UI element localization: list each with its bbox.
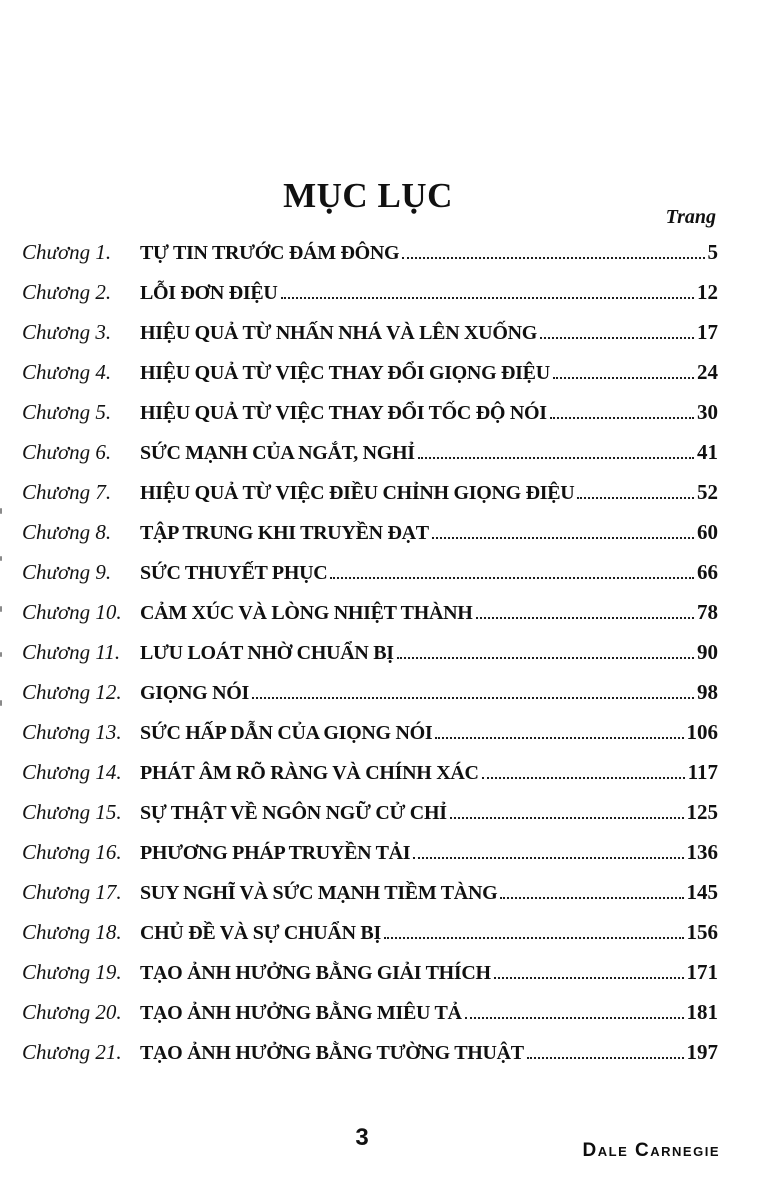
dot-leader	[476, 603, 695, 619]
toc-entry	[22, 560, 718, 600]
toc-entry-page-number: 78	[697, 600, 718, 624]
toc-entry-chapter-label: Chương 6.	[22, 440, 112, 464]
toc-entry-page-number: 106	[686, 720, 718, 744]
dot-leader	[527, 1043, 684, 1059]
toc-entry	[22, 840, 718, 880]
dot-leader	[435, 723, 683, 739]
dot-leader	[465, 1003, 684, 1019]
toc-entry-page-number: 30	[697, 400, 718, 424]
toc-entry-chapter-label: Chương 5.	[22, 400, 112, 424]
toc-entry	[22, 480, 718, 520]
toc-entry	[22, 600, 718, 640]
toc-entry	[22, 720, 718, 760]
toc-entry-chapter-label: Chương 16.	[22, 840, 122, 864]
toc-entry-page-number: 156	[686, 920, 718, 944]
toc-entry-title: LỖI ĐƠN ĐIỆU	[140, 282, 278, 304]
toc-entry-chapter-label: Chương 21.	[22, 1040, 122, 1064]
toc-entry-page-number: 17	[697, 320, 718, 344]
toc-entry-title: PHƯƠNG PHÁP TRUYỀN TẢI	[140, 842, 411, 864]
toc-entry-page-number: 136	[686, 840, 718, 864]
scan-artifact	[0, 700, 2, 706]
toc-entry-page-number: 66	[697, 560, 718, 584]
toc-entry-chapter-label: Chương 8.	[22, 520, 112, 544]
dot-leader	[500, 883, 683, 899]
dot-leader	[432, 523, 694, 539]
toc-entry-page-number: 117	[687, 760, 718, 784]
toc-entry-chapter-label: Chương 3.	[22, 320, 112, 344]
toc-entry-title: SUY NGHĨ VÀ SỨC MẠNH TIỀM TÀNG	[140, 882, 498, 904]
toc-entry	[22, 1000, 718, 1040]
toc-entry	[22, 760, 718, 800]
dot-leader	[550, 403, 694, 419]
dot-leader	[553, 363, 694, 379]
toc-entry-title: TẠO ẢNH HƯỞNG BẰNG MIÊU TẢ	[140, 1002, 462, 1024]
toc-entry	[22, 920, 718, 960]
toc-entry-page-number: 60	[697, 520, 718, 544]
toc-entry-chapter-label: Chương 12.	[22, 680, 122, 704]
scan-artifact	[0, 652, 2, 657]
toc-entry-chapter-label: Chương 18.	[22, 920, 122, 944]
toc-entry-page-number: 41	[697, 440, 718, 464]
toc-entry	[22, 680, 718, 720]
toc-entry-title: LƯU LOÁT NHỜ CHUẨN BỊ	[140, 642, 394, 664]
toc-entry	[22, 1040, 718, 1080]
dot-leader	[494, 963, 684, 979]
toc-entry-title: TẬP TRUNG KHI TRUYỀN ĐẠT	[140, 522, 429, 544]
toc-entry	[22, 440, 718, 480]
dot-leader	[252, 683, 694, 699]
toc-entry-page-number: 5	[707, 240, 718, 264]
footer-page-number: 3	[355, 1124, 369, 1151]
toc-entry-title: HIỆU QUẢ TỪ VIỆC THAY ĐỔI TỐC ĐỘ NÓI	[140, 402, 547, 424]
toc-entry-chapter-label: Chương 14.	[22, 760, 122, 784]
dot-leader	[450, 803, 684, 819]
toc-entry-page-number: 12	[697, 280, 718, 304]
dot-leader	[397, 643, 694, 659]
toc-entry-title: TỰ TIN TRƯỚC ĐÁM ĐÔNG	[140, 242, 400, 264]
toc-entry-page-number: 98	[697, 680, 718, 704]
toc-entry	[22, 240, 718, 280]
toc-entry-chapter-label: Chương 10.	[22, 600, 122, 624]
toc-entry-chapter-label: Chương 20.	[22, 1000, 122, 1024]
toc-entry-page-number: 125	[686, 800, 718, 824]
toc-entry-title: TẠO ẢNH HƯỞNG BẰNG TƯỜNG THUẬT	[140, 1042, 524, 1064]
toc-entry	[22, 360, 718, 400]
toc-entry-page-number: 52	[697, 480, 718, 504]
toc-entry-page-number: 90	[697, 640, 718, 664]
toc-entry-chapter-label: Chương 19.	[22, 960, 122, 984]
dot-leader	[418, 443, 694, 459]
publisher-author-logo: Dale Carnegie	[582, 1140, 720, 1161]
scan-artifact	[0, 508, 2, 514]
toc-entry-page-number: 171	[686, 960, 718, 984]
dot-leader	[482, 763, 685, 779]
toc-entry-title: CHỦ ĐỀ VÀ SỰ CHUẨN BỊ	[140, 922, 381, 944]
toc-entry-chapter-label: Chương 13.	[22, 720, 122, 744]
toc-entry-title: GIỌNG NÓI	[140, 682, 249, 704]
toc-entry	[22, 880, 718, 920]
toc-entry	[22, 800, 718, 840]
toc-entry-title: HIỆU QUẢ TỪ VIỆC ĐIỀU CHỈNH GIỌNG ĐIỆU	[140, 482, 575, 504]
toc-entry-title: PHÁT ÂM RÕ RÀNG VÀ CHÍNH XÁC	[140, 762, 479, 784]
dot-leader	[281, 283, 694, 299]
toc-entry-title: SỨC HẤP DẪN CỦA GIỌNG NÓI	[140, 722, 433, 744]
toc-entry	[22, 320, 718, 360]
toc-entry	[22, 960, 718, 1000]
toc-entry-title: SỰ THẬT VỀ NGÔN NGỮ CỬ CHỈ	[140, 802, 447, 824]
toc-entry-page-number: 24	[697, 360, 718, 384]
page-column-header: Trang	[665, 206, 716, 228]
toc-entry-title: HIỆU QUẢ TỪ NHẤN NHÁ VÀ LÊN XUỐNG	[140, 322, 537, 344]
dot-leader	[384, 923, 684, 939]
toc-entry-chapter-label: Chương 1.	[22, 240, 112, 264]
dot-leader	[330, 563, 694, 579]
page-title: MỤC LỤC	[283, 176, 453, 216]
toc-entry-chapter-label: Chương 7.	[22, 480, 112, 504]
toc-entry-chapter-label: Chương 11.	[22, 640, 121, 664]
toc-entry-title: HIỆU QUẢ TỪ VIỆC THAY ĐỔI GIỌNG ĐIỆU	[140, 362, 550, 384]
scan-artifact	[0, 556, 2, 561]
toc-entry-chapter-label: Chương 4.	[22, 360, 112, 384]
toc-entry	[22, 640, 718, 680]
toc-entry-page-number: 181	[686, 1000, 718, 1024]
toc-entry-chapter-label: Chương 9.	[22, 560, 112, 584]
scan-artifact	[0, 606, 2, 612]
toc-entry-page-number: 145	[686, 880, 718, 904]
toc-entry-page-number: 197	[686, 1040, 718, 1064]
toc-entry-title: SỨC THUYẾT PHỤC	[140, 562, 328, 584]
toc-entry	[22, 280, 718, 320]
toc-entry-title: SỨC MẠNH CỦA NGẮT, NGHỈ	[140, 442, 415, 464]
dot-leader	[402, 243, 704, 259]
dot-leader	[413, 843, 683, 859]
toc-list	[22, 240, 718, 1080]
toc-entry-title: CẢM XÚC VÀ LÒNG NHIỆT THÀNH	[140, 602, 473, 624]
toc-entry	[22, 520, 718, 560]
toc-entry	[22, 400, 718, 440]
dot-leader	[540, 323, 694, 339]
toc-entry-title: TẠO ẢNH HƯỞNG BẰNG GIẢI THÍCH	[140, 962, 491, 984]
toc-entry-chapter-label: Chương 15.	[22, 800, 122, 824]
toc-entry-chapter-label: Chương 17.	[22, 880, 122, 904]
toc-entry-chapter-label: Chương 2.	[22, 280, 112, 304]
dot-leader	[577, 483, 694, 499]
